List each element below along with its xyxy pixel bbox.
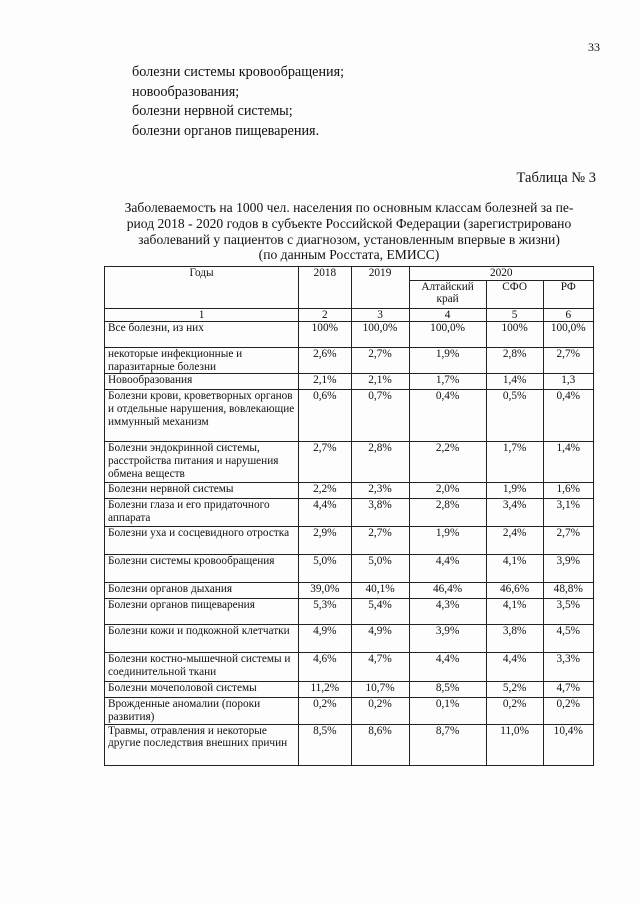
table-row <box>105 527 594 555</box>
table-row <box>105 599 594 625</box>
table-caption: Таблица № 3 <box>516 170 596 186</box>
value-cell: 4,7% <box>543 682 593 698</box>
value-cell: 0,2% <box>486 698 543 724</box>
table-row <box>105 682 594 698</box>
value-cell: 2,8% <box>486 348 543 374</box>
column-number: 1 <box>105 308 299 322</box>
value-cell: 4,7% <box>351 653 409 682</box>
value-cell: 40,1% <box>351 583 409 599</box>
title-line: (по данным Росстата, ЕМИСС) <box>258 247 440 263</box>
disease-list <box>132 63 344 141</box>
row-label: Болезни органов дыхания <box>105 583 299 599</box>
column-number-row <box>105 308 594 322</box>
morbidity-table <box>104 266 594 766</box>
header-2020: 2020 <box>409 267 594 281</box>
value-cell: 4,4% <box>409 653 486 682</box>
value-cell: 2,3% <box>351 483 409 499</box>
row-label: Болезни уха и сосцевидного отростка <box>105 527 299 555</box>
header-2018: 2018 <box>299 267 352 309</box>
value-cell: 100% <box>299 322 352 348</box>
list-item: новообразования; <box>132 83 240 100</box>
row-label: Новообразования <box>105 374 299 390</box>
value-cell: 2,7% <box>543 348 593 374</box>
title-line: Заболеваемость на 1000 чел. населения по основным классам болезней за пе- <box>124 200 574 215</box>
row-label: Болезни системы кровообращения <box>105 555 299 583</box>
value-cell: 1,9% <box>409 527 486 555</box>
value-cell: 5,0% <box>299 555 352 583</box>
value-cell: 1,3 <box>543 374 593 390</box>
value-cell: 4,1% <box>486 555 543 583</box>
value-cell: 8,7% <box>409 724 486 765</box>
row-label: Болезни крови, кроветворных органов и отдельные нарушения, вовлекающие иммунный механизм <box>105 390 299 442</box>
value-cell: 4,4% <box>486 653 543 682</box>
value-cell: 100,0% <box>351 322 409 348</box>
value-cell: 46,4% <box>409 583 486 599</box>
value-cell: 1,9% <box>486 483 543 499</box>
row-label: Болезни органов пищеварения <box>105 599 299 625</box>
value-cell: 0,2% <box>299 698 352 724</box>
column-number: 4 <box>409 308 486 322</box>
value-cell: 1,4% <box>543 442 593 483</box>
value-cell: 1,4% <box>486 374 543 390</box>
value-cell: 4,4% <box>409 555 486 583</box>
list-item: болезни органов пищеварения. <box>132 122 320 139</box>
table-row <box>105 483 594 499</box>
value-cell: 4,3% <box>409 599 486 625</box>
value-cell: 4,4% <box>299 499 352 527</box>
value-cell: 1,7% <box>409 374 486 390</box>
table-row <box>105 499 594 527</box>
row-label: Болезни эндокринной системы, расстройства питания и нарушения обмена веществ <box>105 442 299 483</box>
value-cell: 3,8% <box>351 499 409 527</box>
value-cell: 4,6% <box>299 653 352 682</box>
table-title <box>96 200 602 263</box>
value-cell: 0,6% <box>299 390 352 442</box>
value-cell: 2,6% <box>299 348 352 374</box>
column-number: 5 <box>486 308 543 322</box>
table-row <box>105 322 594 348</box>
value-cell: 2,7% <box>543 527 593 555</box>
list-item: болезни нервной системы; <box>132 103 293 120</box>
value-cell: 46,6% <box>486 583 543 599</box>
row-label: Болезни нервной системы <box>105 483 299 499</box>
table-row <box>105 583 594 599</box>
header-altai: Алтайский край <box>409 280 486 308</box>
value-cell: 0,7% <box>351 390 409 442</box>
table-row <box>105 625 594 653</box>
value-cell: 39,0% <box>299 583 352 599</box>
value-cell: 0,2% <box>351 698 409 724</box>
value-cell: 2,2% <box>299 483 352 499</box>
value-cell: 2,8% <box>351 442 409 483</box>
header-years: Годы <box>105 267 299 309</box>
column-number: 2 <box>299 308 352 322</box>
table-row <box>105 724 594 765</box>
value-cell: 3,9% <box>543 555 593 583</box>
value-cell: 3,4% <box>486 499 543 527</box>
row-label: Все болезни, из них <box>105 322 299 348</box>
value-cell: 5,3% <box>299 599 352 625</box>
value-cell: 2,0% <box>409 483 486 499</box>
title-line: риод 2018 - 2020 годов в субъекте Российской Федерации (зарегистрировано <box>126 215 572 231</box>
value-cell: 100,0% <box>409 322 486 348</box>
value-cell: 11,0% <box>486 724 543 765</box>
value-cell: 100% <box>486 322 543 348</box>
value-cell: 2,4% <box>486 527 543 555</box>
value-cell: 0,4% <box>543 390 593 442</box>
value-cell: 5,4% <box>351 599 409 625</box>
value-cell: 3,8% <box>486 625 543 653</box>
value-cell: 10,7% <box>351 682 409 698</box>
value-cell: 3,5% <box>543 599 593 625</box>
value-cell: 0,5% <box>486 390 543 442</box>
value-cell: 4,5% <box>543 625 593 653</box>
page-number: 33 <box>588 40 600 54</box>
value-cell: 48,8% <box>543 583 593 599</box>
value-cell: 0,1% <box>409 698 486 724</box>
value-cell: 2,8% <box>409 499 486 527</box>
list-item: болезни системы кровообращения; <box>132 64 345 80</box>
header-2019: 2019 <box>351 267 409 309</box>
value-cell: 0,2% <box>543 698 593 724</box>
row-label: Врожденные аномалии (пороки развития) <box>105 698 299 724</box>
value-cell: 11,2% <box>299 682 352 698</box>
table-row <box>105 442 594 483</box>
value-cell: 4,9% <box>299 625 352 653</box>
value-cell: 1,6% <box>543 483 593 499</box>
value-cell: 4,9% <box>351 625 409 653</box>
value-cell: 3,1% <box>543 499 593 527</box>
value-cell: 2,1% <box>299 374 352 390</box>
value-cell: 8,5% <box>409 682 486 698</box>
table-row <box>105 374 594 390</box>
value-cell: 100,0% <box>543 322 593 348</box>
row-label: Травмы, отравления и некоторые другие последствия внешних причин <box>105 724 299 765</box>
value-cell: 3,9% <box>409 625 486 653</box>
value-cell: 0,4% <box>409 390 486 442</box>
value-cell: 5,2% <box>486 682 543 698</box>
title-line: заболеваний у пациентов с диагнозом, установленным впервые в жизни) <box>138 231 560 247</box>
value-cell: 8,6% <box>351 724 409 765</box>
table-row <box>105 653 594 682</box>
row-label: Болезни глаза и его придаточного аппарата <box>105 499 299 527</box>
table-row <box>105 698 594 724</box>
value-cell: 8,5% <box>299 724 352 765</box>
value-cell: 10,4% <box>543 724 593 765</box>
table-row <box>105 390 594 442</box>
row-label: Болезни мочеполовой системы <box>105 682 299 698</box>
header-sfo: СФО <box>486 280 543 308</box>
row-label: некоторые инфекционные и паразитарные болезни <box>105 348 299 374</box>
value-cell: 5,0% <box>351 555 409 583</box>
table-row <box>105 348 594 374</box>
column-number: 3 <box>351 308 409 322</box>
value-cell: 1,9% <box>409 348 486 374</box>
value-cell: 3,3% <box>543 653 593 682</box>
value-cell: 4,1% <box>486 599 543 625</box>
header-rf: РФ <box>543 280 593 308</box>
value-cell: 2,9% <box>299 527 352 555</box>
table-row <box>105 555 594 583</box>
value-cell: 2,7% <box>351 348 409 374</box>
value-cell: 2,1% <box>351 374 409 390</box>
header-row <box>105 267 594 281</box>
value-cell: 2,7% <box>299 442 352 483</box>
value-cell: 2,2% <box>409 442 486 483</box>
row-label: Болезни костно-мышечной системы и соединительной ткани <box>105 653 299 682</box>
value-cell: 2,7% <box>351 527 409 555</box>
row-label: Болезни кожи и подкожной клетчатки <box>105 625 299 653</box>
column-number: 6 <box>543 308 593 322</box>
value-cell: 1,7% <box>486 442 543 483</box>
